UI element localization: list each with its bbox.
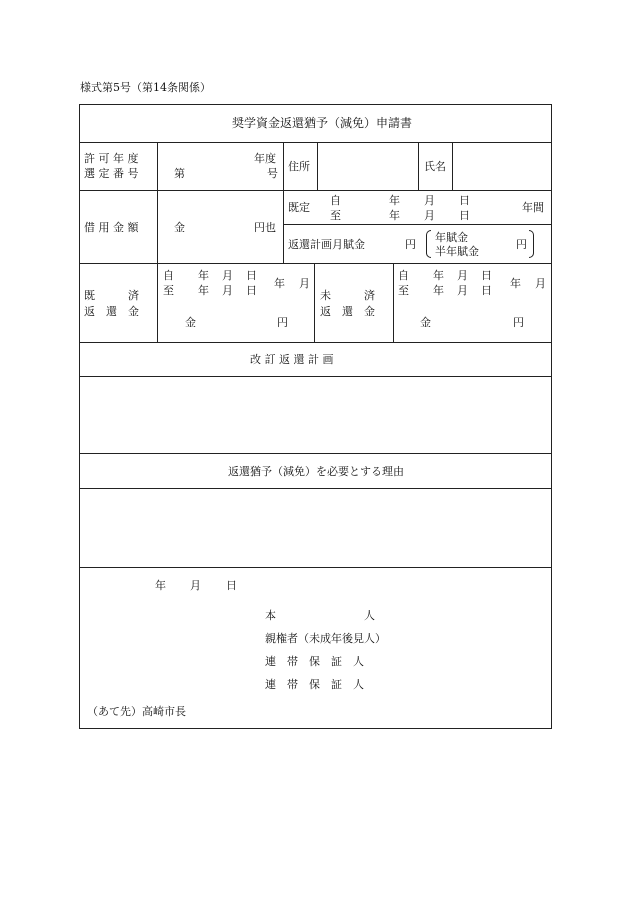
loan-enya: 円也 [254,221,276,234]
rule-address-label [317,142,318,190]
brace-right [529,230,534,258]
guardian-label: 親権者（未成年後見人） [265,632,386,645]
unpaid-from-day: 日 [481,269,492,282]
paid-label-1: 既 済 [84,289,139,302]
go-label: 号 [267,167,278,180]
guarantor-label-1: 連 帯 保 証 人 [265,655,364,668]
unpaid-to-day: 日 [481,284,492,297]
paid-from-year: 年 [198,269,209,282]
rule-plan-body-bottom [79,453,552,454]
form-title: 奨学資金返還猶予（減免）申請書 [232,116,413,130]
rule-label-column [157,142,158,342]
paid-years: 年 [274,277,285,290]
kitei-label: 既定 [288,201,310,214]
addressee-label: （あて先）高崎市長 [87,705,186,718]
paid-label-2: 返 還 金 [84,305,139,318]
installment-yen: 円 [516,238,527,251]
loan-amount-label: 借 用 金 額 [84,221,139,234]
period-from-month: 月 [424,194,435,207]
unpaid-to-year: 年 [433,284,444,297]
rule-name-label-right [452,142,453,190]
address-label: 住所 [288,160,310,173]
selection-number-label: 選 定 番 号 [84,167,139,180]
semiannual-installment-label: 半年賦金 [435,245,479,258]
unpaid-label-1: 未 済 [320,289,375,302]
unpaid-shi: 至 [398,284,409,297]
paid-from-month: 月 [222,269,233,282]
unpaid-from-month: 月 [457,269,468,282]
reason-field[interactable] [80,489,551,567]
paid-to-day: 日 [246,284,257,297]
period-from-year: 年 [389,194,400,207]
unpaid-years: 年 [510,277,521,290]
self-label: 本 人 [265,609,375,622]
revised-plan-header: 改 訂 返 還 計 画 [250,353,334,366]
unpaid-months: 月 [535,277,546,290]
rule-title-bottom [79,142,552,143]
date-year: 年 [155,579,166,592]
nendo-label: 年度 [254,152,276,165]
revised-plan-field[interactable] [80,377,551,453]
period-to-year: 年 [389,209,400,222]
paid-shi: 至 [163,284,174,297]
rule-mid-column [283,142,284,263]
paid-kin: 金 [185,316,196,329]
monthly-installment-label: 返還計画月賦金 [288,238,365,251]
unpaid-yen: 円 [513,316,524,329]
unpaid-ji: 自 [398,269,409,282]
period-to-month: 月 [424,209,435,222]
paid-ji: 自 [163,269,174,282]
period-ji: 自 [330,194,341,207]
rule-row2-inner [283,224,552,225]
rule-row3-bottom [79,342,552,343]
loan-kin: 金 [174,221,185,234]
paid-months: 月 [299,277,310,290]
nenkan-label: 年間 [522,201,544,214]
paid-to-month: 月 [222,284,233,297]
period-from-day: 日 [459,194,470,207]
brace-left [426,230,431,258]
unpaid-to-month: 月 [457,284,468,297]
rule-reason-body-bottom [79,567,552,568]
annual-installment-label: 年賦金 [435,231,468,244]
rule-row1-bottom [79,190,552,191]
dai-label: 第 [174,167,185,180]
paid-to-year: 年 [198,284,209,297]
permit-year-label: 許 可 年 度 [84,152,139,165]
rule-row3-mid [314,263,315,342]
unpaid-from-year: 年 [433,269,444,282]
reason-header: 返還猶予（減免）を必要とする理由 [228,465,404,478]
date-day: 日 [226,579,237,592]
date-month: 月 [190,579,201,592]
period-shi: 至 [330,209,341,222]
guarantor-label-2: 連 帯 保 証 人 [265,678,364,691]
monthly-yen: 円 [405,238,416,251]
paid-from-day: 日 [246,269,257,282]
unpaid-label-2: 返 還 金 [320,305,375,318]
rule-row3-right [393,263,394,342]
rule-row2-bottom [79,263,552,264]
unpaid-kin: 金 [420,316,431,329]
period-to-day: 日 [459,209,470,222]
name-label: 氏名 [424,160,446,173]
form-label: 様式第5号（第14条関係） [80,81,211,94]
paid-yen: 円 [277,316,288,329]
rule-name-label-left [418,142,419,190]
